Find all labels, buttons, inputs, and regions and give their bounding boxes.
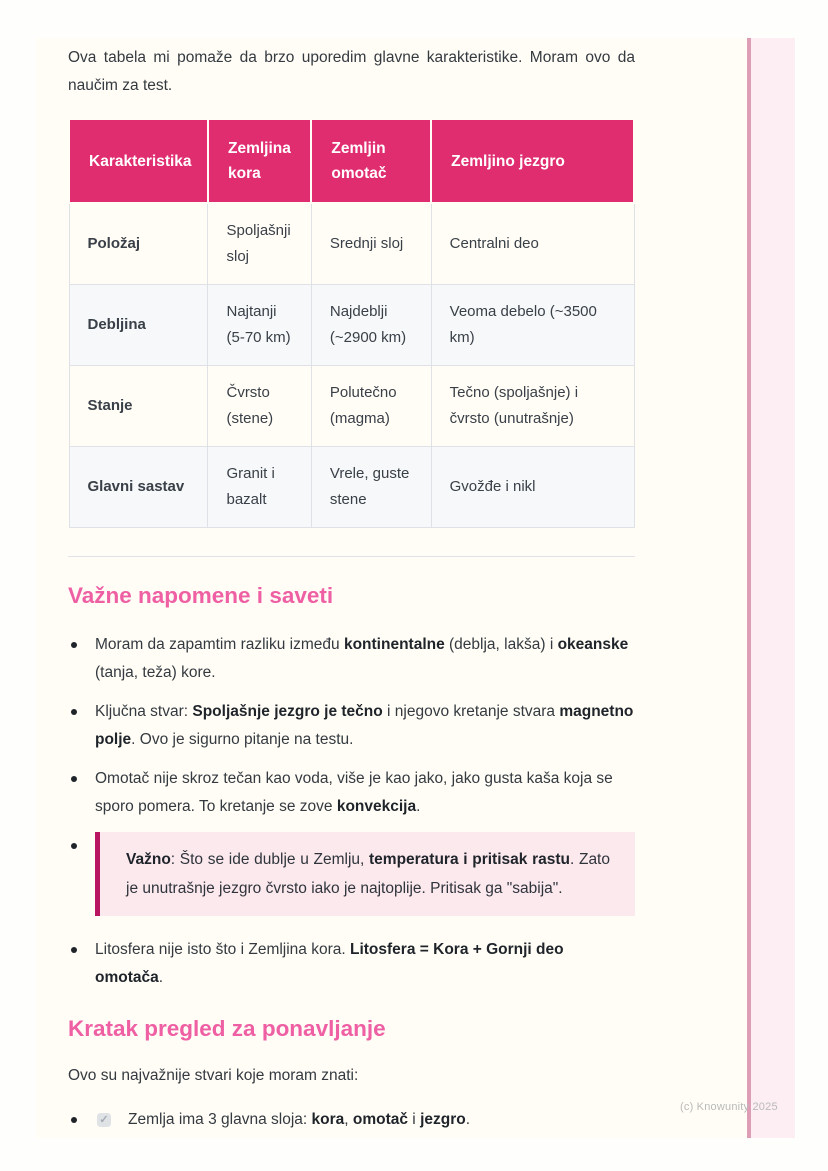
bullet-dot-icon: [71, 709, 77, 715]
table-cell: Tečno (spoljašnje) i čvrsto (unutrašnje): [431, 366, 634, 447]
section-divider: [68, 556, 635, 557]
review-lead: Ovo su najvažnije stvari koje moram znati:: [68, 1067, 359, 1084]
document-page: [36, 38, 795, 1138]
notes-heading: Važne napomene i saveti: [68, 583, 334, 608]
table-header-cell: Zemljina kora: [208, 119, 311, 203]
note-text: Omotač nije skroz tečan kao voda, više je kao jako, jako gusta kaša koja se sporo pomera. To kretanje se zove konvekcija.: [95, 770, 613, 815]
list-item: [68, 765, 635, 821]
list-item: [68, 631, 635, 687]
review-checklist: [68, 1106, 635, 1134]
intro-paragraph: Ova tabela mi pomaže da brzo uporedim glavne karakteristike. Moram ovo da naučim za test.: [68, 49, 635, 94]
table-cell: Veoma debelo (~3500 km): [431, 285, 634, 366]
table-row: [69, 203, 634, 285]
table-cell: Gvožđe i nikl: [431, 447, 634, 528]
page-accent-stripe: [747, 38, 795, 1138]
table-cell: Granit i bazalt: [208, 447, 311, 528]
watermark: (c) Knowunity 2025: [680, 1101, 778, 1113]
comparison-table: [68, 118, 635, 528]
list-item: [68, 936, 635, 992]
bullet-dot-icon: [71, 776, 77, 782]
review-heading: Kratak pregled za ponavljanje: [68, 1016, 386, 1041]
row-label-cell: Položaj: [69, 203, 208, 285]
row-label-cell: Stanje: [69, 366, 208, 447]
table-cell: Najdeblji (~2900 km): [311, 285, 431, 366]
note-text: Ključna stvar: Spoljašnje jezgro je tečno i njegovo kretanje stvara magnetno polje. Ovo je sigurno pitanje na testu.: [95, 703, 634, 748]
list-item: [68, 832, 635, 916]
checklist-item: [68, 1106, 635, 1134]
note-text: Litosfera nije isto što i Zemljina kora. Litosfera = Kora + Gornji deo omotača.: [95, 941, 564, 986]
callout-text: Važno: Što se ide dublje u Zemlju, temperatura i pritisak rastu. Zato je unutrašnje jezgro čvrsto iako je najtoplije. Pritisak ga "sabija".: [126, 851, 610, 897]
bullet-dot-icon: [71, 947, 77, 953]
content-column: [68, 38, 635, 1134]
row-label-cell: Glavni sastav: [69, 447, 208, 528]
table-row: [69, 447, 634, 528]
table-header-cell: Zemljino jezgro: [431, 119, 634, 203]
table-cell: Polutečno (magma): [311, 366, 431, 447]
table-cell: Centralni deo: [431, 203, 634, 285]
important-callout: [95, 832, 635, 916]
row-label-cell: Debljina: [69, 285, 208, 366]
table-header-cell: Zemljin omotač: [311, 119, 431, 203]
table-header-cell: Karakteristika: [69, 119, 208, 203]
bullet-dot-icon: [71, 1117, 77, 1123]
notes-list: [68, 631, 635, 992]
bullet-dot-icon: [71, 642, 77, 648]
note-text: Moram da zapamtim razliku između kontinentalne (deblja, lakša) i okeanske (tanja, teža) kore.: [95, 636, 629, 681]
list-item: [68, 698, 635, 754]
table-header-row: [69, 119, 634, 203]
table-cell: Najtanji (5-70 km): [208, 285, 311, 366]
table-cell: Čvrsto (stene): [208, 366, 311, 447]
check-icon: ✓: [99, 1114, 109, 1126]
table-cell: Srednji sloj: [311, 203, 431, 285]
table-row: [69, 285, 634, 366]
checked-checkbox[interactable]: [97, 1113, 111, 1127]
table-row: [69, 366, 634, 447]
checklist-text: Zemlja ima 3 glavna sloja: kora, omotač i jezgro.: [128, 1111, 471, 1128]
table-cell: Spoljašnji sloj: [208, 203, 311, 285]
bullet-dot-icon: [71, 843, 77, 849]
table-cell: Vrele, guste stene: [311, 447, 431, 528]
